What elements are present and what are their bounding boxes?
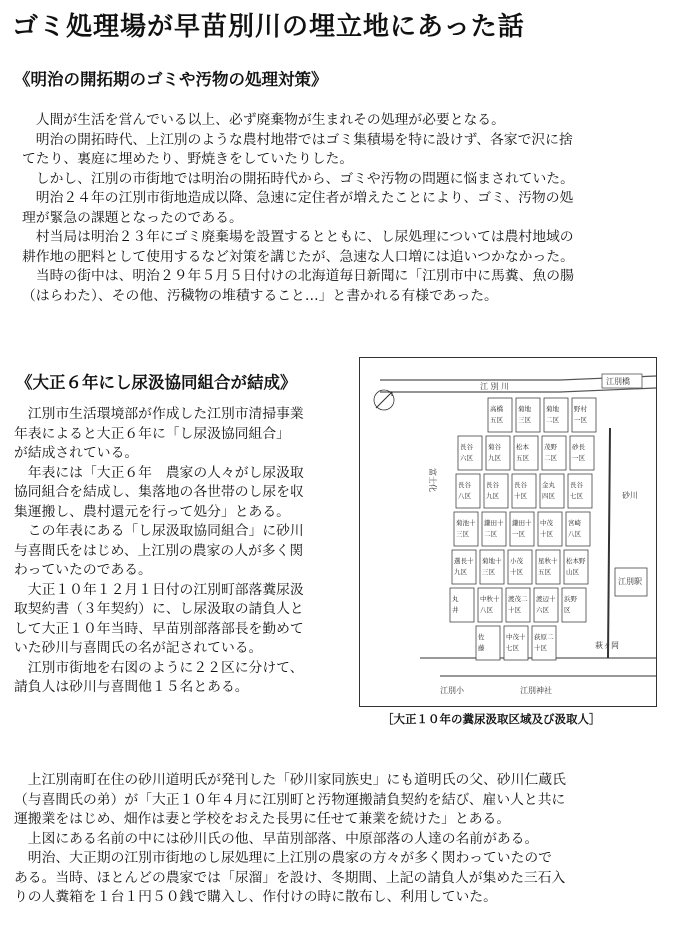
- district-plot: [516, 398, 540, 432]
- district-plot-label: 七区: [570, 492, 583, 500]
- text-line: 運搬業をはじめ、畑作は妻と学校をおえた長男に任せて兼業を続けた」とある。: [14, 811, 511, 827]
- district-plot-label: 中秋十: [480, 595, 500, 603]
- district-plot-label: 五区: [490, 416, 503, 424]
- district-plot-label: 小茂: [510, 557, 523, 565]
- district-plot: [506, 588, 530, 622]
- district-plot: [566, 512, 590, 546]
- text-line: して大正１０年当時、早苗別部落部長を勤めて: [14, 620, 304, 637]
- map-label-station: 江別駅: [618, 577, 642, 586]
- district-plot: [544, 398, 568, 432]
- page-title: ゴミ処理場が早苗別川の埋立地にあった話: [12, 12, 525, 42]
- district-plot-label: 金丸: [542, 481, 555, 489]
- district-plot: [512, 474, 536, 508]
- district-plot-label: 一区: [512, 530, 525, 538]
- district-plot: [480, 550, 504, 584]
- map-label-bridge: 江別橋: [606, 377, 630, 386]
- district-plot-label: 七区: [506, 644, 519, 652]
- district-plot-label: 菊池十: [456, 519, 476, 527]
- district-plot: [508, 550, 532, 584]
- text-line: 村当局は明治２３年にゴミ廃棄場を設置するとともに、し尿処理については農村地域の: [22, 229, 574, 245]
- text-line: 江別市生活環境部が作成した江別市清掃事業: [14, 406, 304, 422]
- district-plot: [564, 550, 588, 584]
- district-plot-label: 区: [564, 606, 571, 614]
- district-plot-label: 選長十: [454, 557, 474, 565]
- district-plot-label: 九区: [454, 568, 467, 576]
- district-plot-label: 三区: [518, 416, 531, 424]
- district-plot: [452, 550, 476, 584]
- section2-body: [14, 405, 304, 698]
- district-plot-label: 一区: [574, 416, 587, 424]
- district-plot-label: 二区: [484, 530, 497, 538]
- district-plot-label: 九区: [486, 492, 499, 500]
- text-line: 上江別南町在住の砂川道明氏が発刊した「砂川家同族史」にも道明氏の父、砂川仁蔵氏: [14, 772, 566, 788]
- district-plot-label: 菊地十: [482, 557, 502, 565]
- text-line: が結成されている。: [14, 445, 139, 461]
- district-plot-label: 菊地: [518, 405, 531, 413]
- district-plot-label: 四区: [542, 492, 555, 500]
- text-line: りの人糞箱を１台１円５０銭で購入し、作付けの時に散布し、利用していた。: [14, 889, 497, 905]
- district-plot-label: 渡辺十: [536, 595, 556, 603]
- district-plot-label: 長谷: [570, 481, 583, 489]
- district-plot-label: 鎌田十: [512, 519, 532, 527]
- district-plot-label: 中茂十: [506, 633, 526, 641]
- text-line: 年表によると大正６年に「し尿汲協同組合」: [14, 425, 290, 442]
- text-line: 明治、大正期の江別市街地のし尿処理に上江別の農家の方々が多く関わっていたので: [14, 850, 552, 866]
- map-label-school: 江別小: [440, 686, 464, 695]
- text-line: てたり、裏庭に埋めたり、野焼きをしていたりした。: [22, 151, 354, 167]
- district-plot: [542, 436, 566, 470]
- text-line: 年表には「大正６年 農家の人々がし尿汲取: [14, 464, 304, 481]
- district-plot: [504, 626, 528, 660]
- map-caption: ［大正１０年の糞尿汲取区域及び汲取人］: [382, 712, 601, 726]
- text-line: 大正１０年１２月１日付の江別町部落糞尿汲: [14, 581, 304, 598]
- district-plot-label: 十区: [510, 568, 523, 576]
- text-line: しかし、江別の市街地では明治の開拓時代から、ゴミや汚物の問題に悩まされていた。: [22, 170, 574, 187]
- district-plot: [510, 512, 534, 546]
- district-plot-label: 荻原二: [534, 633, 554, 641]
- district-plot: [532, 626, 556, 660]
- district-plot-label: 長谷: [514, 481, 527, 489]
- district-plot-label: 松本野: [566, 557, 586, 565]
- text-line: （はらわた）、その他、汚穢物の堆積すること…」と書かれる有様であった。: [22, 287, 498, 304]
- section2-body-full: [14, 771, 566, 908]
- district-plot-label: 渡茂二: [508, 595, 528, 603]
- district-plot: [534, 588, 558, 622]
- district-plot-label: 松本: [516, 443, 529, 451]
- text-line: ある。当時、ほとんどの農家では「尿溜」を設け、冬期間、上記の請負人が集めた三石入: [14, 869, 566, 886]
- district-plot: [478, 588, 502, 622]
- text-line: 理が緊急の課題となったのである。: [22, 209, 243, 226]
- text-line: いた砂川与喜間氏の名が記されている。: [14, 640, 263, 656]
- text-line: わっていたのである。: [14, 562, 152, 578]
- district-plot-label: 八区: [458, 492, 471, 500]
- district-plot: [488, 398, 512, 432]
- district-plot: [536, 550, 560, 584]
- district-plot: [476, 626, 500, 660]
- text-line: 集運搬し、農村還元を行って処分」とある。: [14, 503, 290, 520]
- district-plot: [486, 436, 510, 470]
- map-label-shrine: 江別神社: [520, 686, 552, 695]
- text-line: 与喜間氏をはじめ、上江別の農家の人が多く関: [14, 542, 304, 559]
- district-plot: [540, 474, 564, 508]
- district-plot-label: 菊地: [546, 405, 559, 413]
- district-plot-label: 鎌田十: [484, 519, 504, 527]
- district-plot-label: 茂野: [544, 443, 557, 451]
- district-plot: [450, 588, 474, 622]
- district-plot-label: 菊谷: [488, 443, 501, 451]
- district-plot-label: 佐: [478, 633, 485, 641]
- district-plot-label: 山区: [566, 568, 579, 576]
- district-plot-label: 宮崎: [568, 519, 581, 527]
- text-line: 当時の街中は、明治２９年５月５日付けの北海道毎日新聞に「江別市中に馬糞、魚の腸: [22, 268, 574, 284]
- district-map-drawing: [360, 358, 656, 706]
- text-line: 人間が生活を営んでいる以上、必ず廃棄物が生まれその処理が必要となる。: [22, 112, 505, 128]
- district-plot: [454, 512, 478, 546]
- district-plot-label: 三区: [482, 568, 495, 576]
- district-plot-label: 三区: [456, 530, 469, 538]
- district-plot: [458, 436, 482, 470]
- text-line: この年表にある「し尿汲取協同組合」に砂川: [14, 523, 304, 539]
- district-plot-label: 丸: [452, 595, 459, 603]
- district-plot: [572, 398, 596, 432]
- map-label-sunagawa: 砂川: [622, 491, 638, 500]
- district-plot-label: 六区: [460, 454, 473, 462]
- district-plot-label: 八区: [480, 606, 493, 614]
- text-line: 明治の開拓時代、上江別のような農村地帯ではゴミ集積場を特に設けず、各家で沢に捨: [22, 131, 573, 148]
- district-plot-label: 五区: [538, 568, 551, 576]
- district-plot-label: 高橋: [490, 405, 503, 413]
- district-plot-label: 九区: [488, 454, 501, 462]
- map-label-hagino: 萩ヶ岡: [595, 641, 619, 650]
- district-plot: [482, 512, 506, 546]
- district-plot-label: 十区: [508, 606, 521, 614]
- district-plot-label: 六区: [536, 606, 549, 614]
- district-plot-label: 十区: [540, 530, 553, 538]
- district-plot-label: 一区: [572, 454, 585, 462]
- district-plot-label: 長谷: [486, 481, 499, 489]
- map-label-river: 江 別 川: [480, 382, 510, 391]
- text-line: 協同組合を結成し、集落地の各世帯のし尿を収: [14, 484, 304, 500]
- text-line: 取契約書（３年契約）に、し尿汲取の請負人と: [14, 601, 304, 617]
- district-map: [359, 357, 657, 707]
- compass-icon: [374, 390, 394, 410]
- section1-body: [22, 111, 574, 306]
- district-plot: [570, 436, 594, 470]
- district-plot-label: 十区: [514, 492, 527, 500]
- text-line: （与喜間氏の弟）が「大正１０年４月に江別町と汚物運搬請負契約を結び、雇い人と共に: [14, 791, 566, 808]
- district-plot-label: 五区: [516, 454, 529, 462]
- text-line: 請負人は砂川与喜間他１５名とある。: [14, 679, 249, 695]
- district-plot-label: 中茂: [540, 519, 553, 527]
- district-plots: [450, 398, 596, 660]
- district-plot: [538, 512, 562, 546]
- district-plot: [514, 436, 538, 470]
- district-plot-label: 長谷: [458, 481, 471, 489]
- district-plot-label: 長谷: [460, 443, 473, 451]
- text-line: 明治２４年の江別市街地造成以降、急速に定住者が増えたことにより、ゴミ、汚物の処: [22, 190, 574, 206]
- text-line: 上図にある名前の中には砂川氏の他、早苗別部落、中原部落の人達の名前がある。: [14, 830, 539, 847]
- section-heading-meiji: 《明治の開拓期のゴミや汚物の処理対策》: [14, 70, 328, 89]
- text-line: 江別市街地を右図のように２２区に分けて、: [14, 659, 304, 676]
- text-line: 耕作地の肥料として使用するなど対策を講じたが、急速な人口増には追いつかなかった。: [22, 248, 574, 265]
- district-plot: [568, 474, 592, 508]
- map-label-fuji: 富士化: [428, 468, 437, 492]
- section-heading-taisho: 《大正６年にし尿汲協同組合が結成》: [16, 373, 297, 392]
- district-plot: [484, 474, 508, 508]
- district-plot-label: 砂長: [572, 443, 585, 451]
- district-plot-label: 二区: [544, 454, 557, 462]
- district-plot-label: 十区: [534, 644, 547, 652]
- district-plot: [456, 474, 480, 508]
- district-plot-label: 星秋十: [538, 557, 558, 565]
- district-plot-label: 八区: [568, 530, 581, 538]
- district-plot-label: 二区: [546, 416, 559, 424]
- district-plot: [562, 588, 586, 622]
- district-plot-label: 浜野: [564, 595, 577, 603]
- district-plot-label: 井: [452, 606, 459, 614]
- district-plot-label: 野村: [574, 405, 587, 413]
- district-plot-label: 藤: [478, 644, 485, 652]
